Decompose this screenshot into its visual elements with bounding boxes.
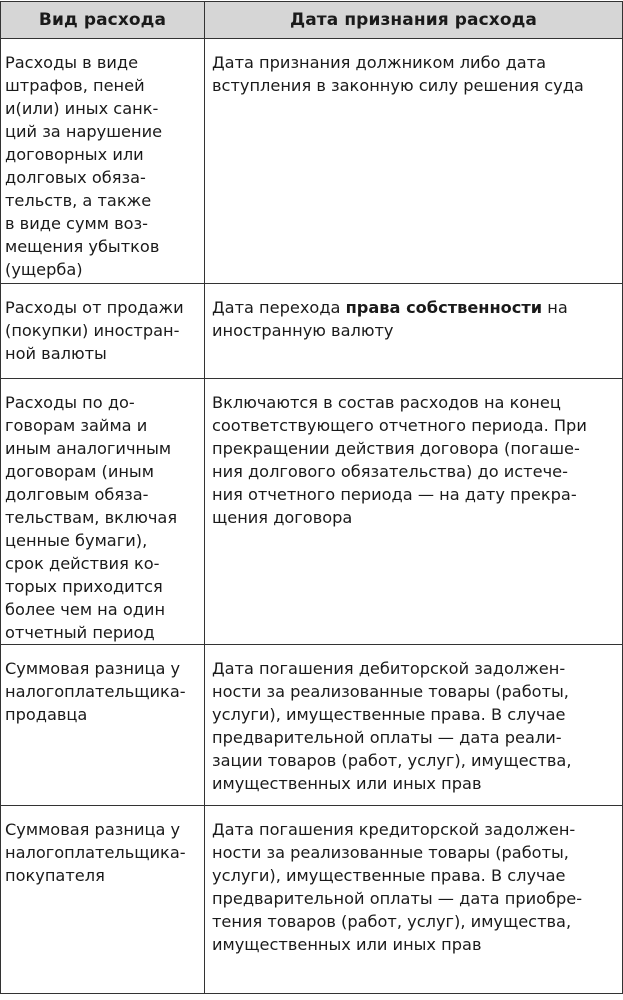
expense-type-text: Суммовая разница у налогоплательщика- покупателя (5, 820, 186, 885)
recognition-date-text: Включаются в состав расходов на конец соответствующего отчетного периода. При прекращении действия договора (погаше- ния долгового обязательства) до истече- ния отчетного периода — на дату прекра- щения договора (212, 393, 587, 527)
recognition-date-text (205, 284, 622, 342)
recognition-date-cell (205, 284, 623, 379)
expense-type-cell (1, 284, 205, 379)
expense-recognition-table (0, 1, 623, 994)
expense-type-cell (1, 379, 205, 645)
recognition-date-cell (205, 806, 623, 994)
recognition-date-text: Дата погашения кредиторской задолжен- ности за реализованные товары (работы, услуги), имущественные права. В случае предварительной оплаты — дата приобре- тения товаров (работ, услуг), имущества, имущественных или иных прав (212, 820, 583, 954)
table-row (1, 379, 623, 645)
expense-type-text: Расходы в виде штрафов, пеней и(или) иных санк- ций за нарушение договорных или долговых обяза- тельств, а также в виде сумм воз- мещения убытков (ущерба) (5, 53, 163, 279)
recognition-date-text-part: Дата перехода (212, 298, 346, 317)
recognition-date-text-part: на иностранную валюту (212, 298, 568, 340)
expense-type-text: Суммовая разница у налогоплательщика- продавца (5, 659, 186, 724)
expense-type-cell (1, 39, 205, 284)
ownership-right-term: права собственности (345, 298, 543, 317)
expense-type-text: Расходы от продажи (покупки) иностран- ной валюты (5, 298, 184, 363)
expense-type-text: Расходы по до- говорам займа и иным аналогичным договорам (иным долговым обяза- тельствам, включая ценные бумаги), срок действия ко- торых приходится более чем на один отчетный период (5, 393, 178, 642)
table-row (1, 806, 623, 994)
header-expense-type: Вид расхода (1, 2, 205, 39)
table-row (1, 39, 623, 284)
header-recognition-date: Дата признания расхода (205, 2, 623, 39)
table-row (1, 645, 623, 806)
table-header-row (1, 2, 623, 39)
recognition-date-cell (205, 379, 623, 645)
recognition-date-text: Дата погашения дебиторской задолжен- ности за реализованные товары (работы, услуги), имущественные права. В случае предварительной оплаты — дата реали- зации товаров (работ, услуг), имущества, имущественных или иных прав (212, 659, 572, 793)
expense-type-cell (1, 806, 205, 994)
expense-type-cell (1, 645, 205, 806)
table-row (1, 284, 623, 379)
recognition-date-text: Дата признания должником либо дата вступления в законную силу решения суда (212, 53, 584, 95)
recognition-date-cell (205, 645, 623, 806)
recognition-date-cell (205, 39, 623, 284)
